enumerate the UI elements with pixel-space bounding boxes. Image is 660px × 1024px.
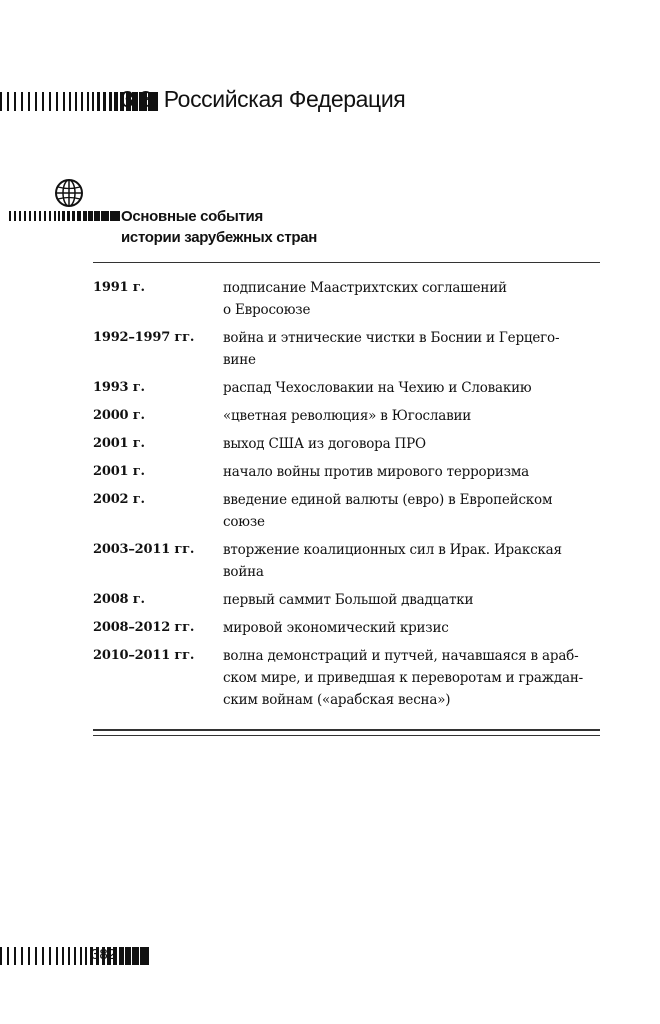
section-header-bars (9, 211, 120, 221)
event-row (93, 405, 600, 427)
event-description-line: волна демонстраций и путчей, начавшаяся в араб- (223, 648, 579, 664)
event-row (93, 589, 600, 611)
event-description (223, 489, 600, 533)
event-description (223, 539, 600, 583)
event-date: 2008–2012 гг. (93, 620, 195, 635)
event-description-line: мировой экономический кризис (223, 620, 449, 636)
event-description-line: подписание Маастрихтских соглашений (223, 280, 507, 296)
event-date: 2000 г. (93, 408, 145, 423)
event-row (93, 277, 600, 321)
event-row (93, 645, 600, 711)
event-description (223, 377, 600, 399)
event-description (223, 405, 600, 427)
event-date: 2001 г. (93, 464, 145, 479)
event-description (223, 277, 600, 321)
event-description-line: ском мире, и приведшая к переворотам и граждан- (223, 670, 584, 686)
event-row (93, 327, 600, 371)
section-title (121, 206, 317, 248)
globe-icon (54, 178, 84, 208)
event-description (223, 589, 600, 611)
event-description-line: ским войнам («арабская весна») (223, 692, 451, 708)
event-date: 2008 г. (93, 592, 145, 607)
section-title-line-2: истории зарубежных стран (121, 229, 318, 246)
event-description-line: введение единой валюты (евро) в Европейском (223, 492, 553, 508)
footer-bars (0, 947, 149, 965)
event-description (223, 645, 600, 711)
event-date: 1993 г. (93, 380, 145, 395)
event-description-line: вторжение коалиционных сил в Ирак. Иракская (223, 542, 562, 558)
event-date: 1992–1997 гг. (93, 330, 195, 345)
event-description-line: союзе (223, 514, 265, 530)
event-row (93, 489, 600, 533)
event-description-line: вине (223, 352, 256, 368)
event-date: 2003–2011 гг. (93, 542, 195, 557)
event-description (223, 433, 600, 455)
event-row (93, 377, 600, 399)
table-bottom-rule-thin (93, 735, 600, 736)
event-description-line: «цветная революция» в Югославии (223, 408, 472, 424)
event-description-line: выход США из договора ПРО (223, 436, 426, 452)
event-date: 2001 г. (93, 436, 145, 451)
event-date: 2010–2011 гг. (93, 648, 195, 663)
event-description (223, 327, 600, 371)
section-title-line-1: Основные события (121, 208, 263, 225)
event-description-line: первый саммит Большой двадцатки (223, 592, 474, 608)
event-description-line: распад Чехословакии на Чехию и Словакию (223, 380, 532, 396)
event-row (93, 461, 600, 483)
chapter-title: 3.3. Российская Федерация (121, 86, 406, 112)
event-description-line: война (223, 564, 264, 580)
event-row (93, 617, 600, 639)
page-number: 382 (91, 946, 117, 963)
event-date: 2002 г. (93, 492, 145, 507)
event-date: 1991 г. (93, 280, 145, 295)
event-description-line: война и этнические чистки в Боснии и Герцего- (223, 330, 560, 346)
event-description-line: начало войны против мирового терроризма (223, 464, 530, 480)
table-bottom-rule (93, 729, 600, 731)
event-description (223, 461, 600, 483)
event-description-line: о Евросоюзе (223, 302, 311, 318)
event-row (93, 433, 600, 455)
event-description (223, 617, 600, 639)
event-row (93, 539, 600, 583)
table-top-rule (93, 262, 600, 263)
events-table (93, 277, 600, 717)
